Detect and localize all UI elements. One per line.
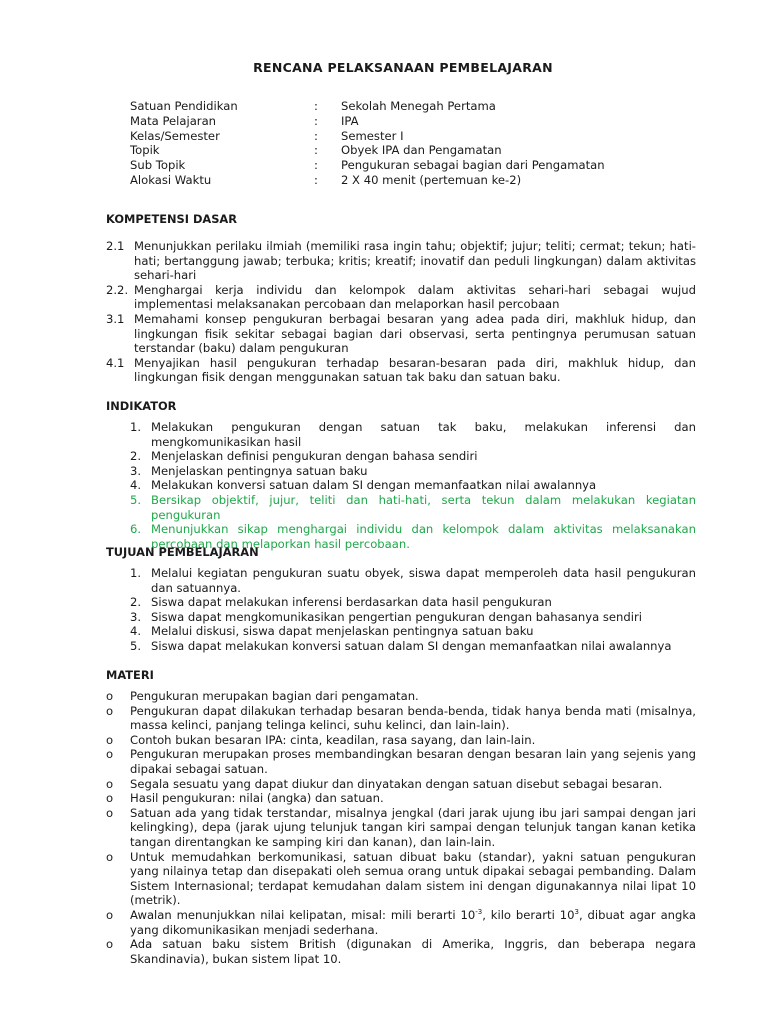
bullet-icon: o: [106, 805, 114, 820]
kompetensi-dasar-list: [106, 239, 696, 385]
bullet-icon: o: [106, 907, 114, 922]
awalan-text-2: , kilo berarti 10: [482, 907, 575, 922]
item-text: Hasil pengukuran: nilai (angka) dan satuan.: [130, 791, 384, 806]
list-item: [130, 624, 696, 639]
item-number: 5.: [130, 492, 142, 507]
bullet-icon: o: [106, 849, 114, 864]
page-title: RENCANA PELAKSANAAN PEMBELAJARAN: [253, 60, 553, 75]
item-text: Melakukan pengukuran dengan satuan tak baku, melakukan inferensi dan mengkomunikasikan hasil: [151, 420, 696, 449]
info-value: Sekolah Menegah Pertama: [341, 99, 496, 113]
item-number: 4.: [130, 624, 142, 639]
list-item: [106, 747, 696, 776]
list-item: [130, 449, 696, 464]
item-number: 4.: [130, 478, 142, 493]
info-label: Topik: [130, 143, 160, 158]
item-text: Ada satuan baku sistem British (digunakan di Amerika, Inggris, dan beberapa negara Skandinavia), bukan sistem lipat 10.: [130, 937, 696, 966]
item-text: Menghargai kerja individu dan kelompok dalam aktivitas sehari-hari sebagai wujud implementasi melaksanakan percobaan dan melaporkan hasil percobaan: [134, 282, 696, 312]
list-item: [106, 283, 696, 312]
info-row: [130, 143, 730, 158]
item-text: Untuk memudahkan berkomunikasi, satuan dibuat baku (standar), yakni satuan pengukuran yang nilainya tetap dan disepakati oleh semua orang untuk dipakai sebagai pembanding. Dalam Sistem Internasional; terdapat kemudahan dalam sistem ini dengan digunakannya nilai lipat 10 (metrik).: [130, 849, 696, 908]
list-item: [106, 704, 696, 733]
list-item: [130, 478, 696, 493]
indikator-list: [130, 420, 696, 551]
item-text: Melalui kegiatan pengukuran suatu obyek, siswa dapat memperoleh data hasil pengukuran dan satuannya.: [151, 566, 696, 595]
bullet-icon: o: [106, 689, 114, 703]
list-item-awalan: [106, 908, 696, 937]
item-number: 2.: [130, 595, 142, 610]
item-text: [130, 908, 696, 937]
info-value: Pengukuran sebagai bagian dari Pengamatan: [341, 158, 605, 173]
info-colon: :: [314, 158, 318, 173]
list-item: [130, 610, 696, 625]
item-number: 2.: [130, 449, 142, 464]
list-item: [130, 566, 696, 595]
info-row: [130, 114, 730, 129]
item-text: Segala sesuatu yang dapat diukur dan dinyatakan dengan satuan disebut sebagai besaran.: [130, 776, 663, 791]
info-colon: :: [314, 99, 318, 113]
item-text: Memahami konsep pengukuran berbagai besaran yang adea pada diri, makhluk hidup, dan lingkungan fisik sekitar sebagai bagian dari observasi, serta pentingnya perumusan satuan terstandar (baku) dalam pengukuran: [134, 311, 696, 356]
info-label: Satuan Pendidikan: [130, 99, 238, 113]
item-text: Pengukuran merupakan proses membandingkan besaran dengan besaran lain yang sejenis yang dipakai sebagai satuan.: [130, 747, 696, 776]
info-label: Sub Topik: [130, 158, 186, 173]
item-text: Menjelaskan definisi pengukuran dengan bahasa sendiri: [151, 449, 478, 464]
item-text: Satuan ada yang tidak terstandar, misalnya jengkal (dari jarak ujung ibu jari sampai dengan jari kelingking), depa (jarak ujung telunjuk tangan kiri sampai dengan telunjuk tangan kanan ketika tangan direntangkan ke samping kiri dan kanan), dan lain-lain.: [130, 805, 696, 849]
info-value: Obyek IPA dan Pengamatan: [341, 143, 502, 158]
info-colon: :: [314, 113, 318, 128]
info-row: [130, 158, 730, 173]
list-item: [130, 464, 696, 479]
item-number: 3.1: [106, 311, 125, 326]
info-label: Alokasi Waktu: [130, 172, 212, 187]
item-text: Menunjukkan perilaku ilmiah (memiliki rasa ingin tahu; objektif; jujur; teliti; cermat; tekun; hati-hati; bertanggung jawab; terbuka; kritis; kreatif; inovatif dan peduli lingkungan) dalam aktivitas sehari-hari: [134, 239, 696, 283]
list-item: [106, 937, 696, 966]
awalan-text-1: Awalan menunjukkan nilai kelipatan, misal: mili berarti 10: [130, 907, 476, 922]
item-text: Melakukan konversi satuan dalam SI dengan memanfaatkan nilai awalannya: [151, 478, 597, 493]
bullet-icon: o: [106, 776, 114, 791]
kompetensi-dasar-heading: KOMPETENSI DASAR: [106, 212, 238, 226]
item-text: Menyajikan hasil pengukuran terhadap besaran-besaran pada diri, makhluk hidup, dan lingkungan fisik dengan menggunakan satuan tak baku dan satuan baku.: [134, 355, 696, 385]
info-row: [130, 99, 730, 114]
list-item: [106, 312, 696, 356]
list-item: [106, 850, 696, 908]
info-row: [130, 173, 730, 188]
item-text: Siswa dapat melakukan konversi satuan dalam SI dengan memanfaatkan nilai awalannya: [151, 638, 672, 653]
list-item: [106, 733, 696, 748]
list-item-highlighted: [130, 493, 696, 522]
info-label: Mata Pelajaran: [130, 113, 217, 128]
list-item: [106, 689, 696, 704]
info-value: IPA: [341, 113, 359, 128]
item-text: Pengukuran dapat dilakukan terhadap besaran benda-benda, tidak hanya benda mati (misalnya, massa kelinci, panjang telinga kelinci, suhu kelinci, dan lain-lain).: [130, 703, 696, 733]
bullet-icon: o: [106, 747, 114, 762]
item-text: Bersikap objektif, jujur, teliti dan hati-hati, serta tekun dalam melakukan kegiatan pengukuran: [151, 492, 696, 522]
materi-heading: MATERI: [106, 668, 154, 682]
info-label: Kelas/Semester: [130, 128, 220, 143]
list-item: [106, 791, 696, 806]
bullet-icon: o: [106, 703, 114, 718]
list-item: [106, 356, 696, 385]
awalan-superscript-2: 3: [574, 907, 579, 916]
list-item: [130, 639, 696, 654]
item-number: 4.1: [106, 355, 125, 370]
item-number: 1.: [130, 566, 142, 580]
info-value: 2 X 40 menit (pertemuan ke-2): [341, 172, 522, 187]
awalan-superscript-1: -3: [475, 907, 483, 916]
info-value: Semester I: [341, 128, 404, 143]
item-number: 6.: [130, 522, 142, 537]
tujuan-list: [130, 566, 696, 654]
list-item: [106, 239, 696, 283]
bullet-icon: o: [106, 791, 114, 806]
item-text: Siswa dapat mengkomunikasikan pengertian pengukuran dengan bahasanya sendiri: [151, 609, 642, 624]
tujuan-heading: TUJUAN PEMBELAJARAN: [106, 545, 259, 559]
info-colon: :: [314, 172, 318, 187]
item-text: Melalui diskusi, siswa dapat menjelaskan pentingnya satuan baku: [151, 624, 534, 639]
info-row: [130, 129, 730, 144]
materi-list: [106, 689, 696, 966]
item-text: Menunjukkan sikap menghargai individu dan kelompok dalam aktivitas melaksanakan percobaan dan melaporkan hasil percobaan.: [151, 522, 696, 551]
list-item: [106, 777, 696, 792]
item-text: Contoh bukan besaran IPA: cinta, keadilan, rasa sayang, dan lain-lain.: [130, 732, 536, 747]
bullet-icon: o: [106, 937, 114, 952]
info-table: [130, 99, 730, 188]
item-number: 1.: [130, 420, 142, 434]
indikator-heading: INDIKATOR: [106, 399, 177, 413]
bullet-icon: o: [106, 732, 114, 747]
list-item: [130, 595, 696, 610]
list-item: [130, 420, 696, 449]
info-colon: :: [314, 128, 318, 143]
item-number: 2.1: [106, 239, 125, 253]
item-number: 5.: [130, 638, 142, 653]
info-colon: :: [314, 143, 318, 158]
item-number: 3.: [130, 609, 142, 624]
list-item: [106, 806, 696, 850]
item-number: 3.: [130, 463, 142, 478]
item-text: Pengukuran merupakan bagian dari pengamatan.: [130, 689, 419, 703]
item-number: 2.2.: [106, 282, 129, 297]
item-text: Menjelaskan pentingnya satuan baku: [151, 463, 368, 478]
item-text: Siswa dapat melakukan inferensi berdasarkan data hasil pengukuran: [151, 595, 552, 610]
awalan-text-3: , dibuat agar angka yang dikomunikasikan menjadi sederhana.: [130, 907, 696, 937]
